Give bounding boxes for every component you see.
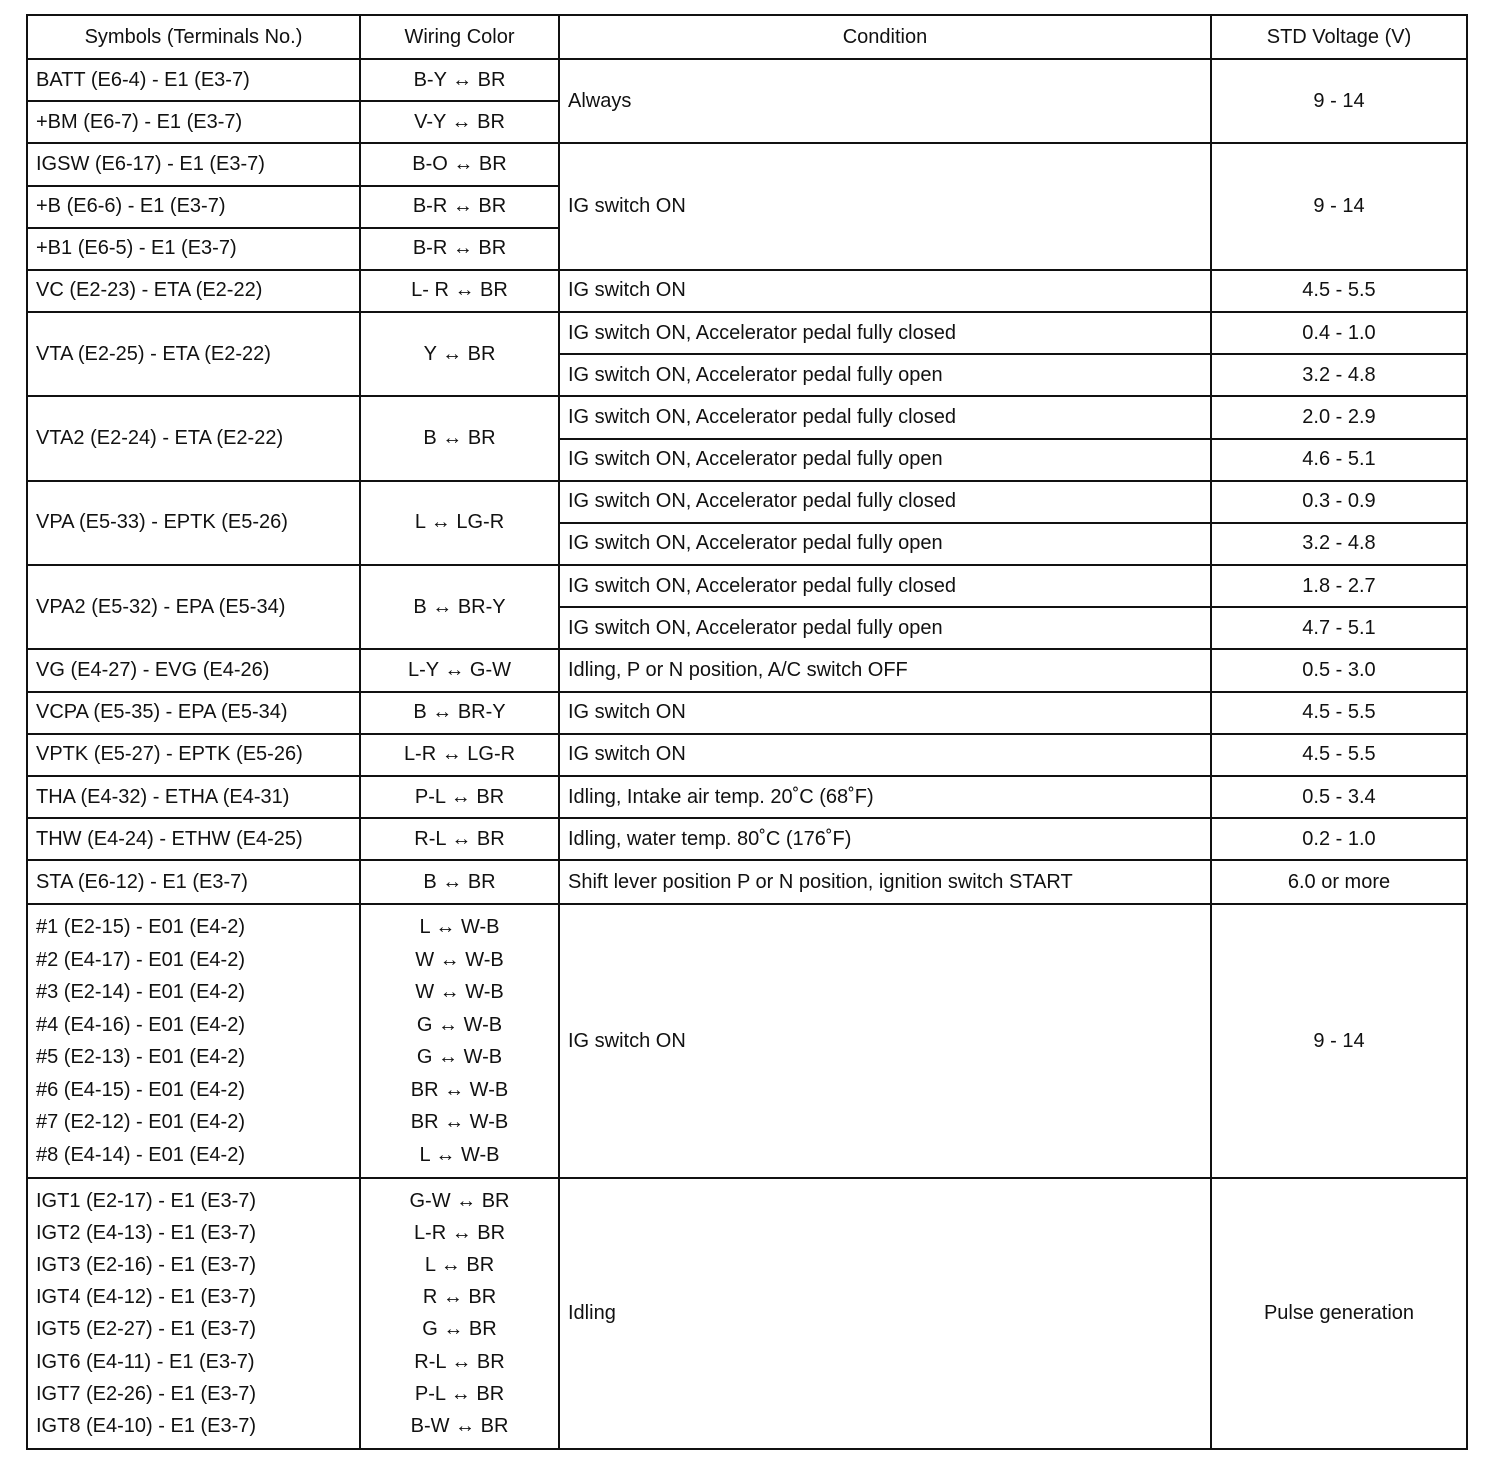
injector-wire: BR ↔ W-B <box>410 1111 509 1134</box>
voltage-cell: 9 - 14 <box>1211 59 1467 143</box>
condition-cell: Idling, water temp. 80˚C (176˚F) <box>559 818 1211 860</box>
symbol-cell: +BM (E6-7) - E1 (E3-7) <box>27 101 360 143</box>
symbol-cell: BATT (E6-4) - E1 (E3-7) <box>27 59 360 101</box>
symbol-cell: VPA (E5-33) - EPTK (E5-26) <box>27 481 360 565</box>
table-row <box>27 649 1467 691</box>
voltage-cell: 0.3 - 0.9 <box>1211 481 1467 523</box>
table-row <box>27 143 1467 185</box>
condition-cell: Idling <box>559 1178 1211 1449</box>
symbol-cell: +B (E6-6) - E1 (E3-7) <box>27 186 360 228</box>
voltage-cell: 9 - 14 <box>1211 143 1467 270</box>
injector-symbol: #3 (E2-14) - E01 (E4-2) <box>36 981 245 1004</box>
voltage-cell: 4.5 - 5.5 <box>1211 270 1467 312</box>
header-wiring-color: Wiring Color <box>360 15 559 59</box>
condition-cell: IG switch ON, Accelerator pedal fully closed <box>559 312 1211 354</box>
injector-wire: L ↔ W-B <box>419 916 500 939</box>
table-row <box>27 59 1467 101</box>
voltage-cell: 0.4 - 1.0 <box>1211 312 1467 354</box>
table-row <box>27 692 1467 734</box>
voltage-cell: 0.5 - 3.0 <box>1211 649 1467 691</box>
ignition-group-row <box>27 1178 1467 1449</box>
wiring-cell: B-Y ↔ BR <box>360 59 559 101</box>
symbol-cell: VG (E4-27) - EVG (E4-26) <box>27 649 360 691</box>
table-row <box>27 565 1467 607</box>
voltage-cell: 2.0 - 2.9 <box>1211 396 1467 438</box>
injector-wires-cell <box>360 904 559 1177</box>
injector-symbol: #6 (E4-15) - E01 (E4-2) <box>36 1078 245 1101</box>
condition-cell: Idling, Intake air temp. 20˚C (68˚F) <box>559 776 1211 818</box>
symbol-cell: IGSW (E6-17) - E1 (E3-7) <box>27 143 360 185</box>
table-row <box>27 776 1467 818</box>
wiring-cell: B-O ↔ BR <box>360 143 559 185</box>
symbol-cell: VPA2 (E5-32) - EPA (E5-34) <box>27 565 360 649</box>
wiring-cell: P-L ↔ BR <box>360 776 559 818</box>
header-symbols: Symbols (Terminals No.) <box>27 15 360 59</box>
ignition-wire: R-L ↔ BR <box>414 1350 505 1373</box>
ignition-wire: P-L ↔ BR <box>414 1382 505 1405</box>
symbol-cell: THW (E4-24) - ETHW (E4-25) <box>27 818 360 860</box>
voltage-cell: 4.5 - 5.5 <box>1211 692 1467 734</box>
symbol-cell: VC (E2-23) - ETA (E2-22) <box>27 270 360 312</box>
wiring-cell: V-Y ↔ BR <box>360 101 559 143</box>
ignition-symbol: IGT2 (E4-13) - E1 (E3-7) <box>36 1221 257 1244</box>
wiring-cell: R-L ↔ BR <box>360 818 559 860</box>
ignition-symbol: IGT7 (E2-26) - E1 (E3-7) <box>36 1382 257 1405</box>
symbol-cell: VCPA (E5-35) - EPA (E5-34) <box>27 692 360 734</box>
symbol-cell: VPTK (E5-27) - EPTK (E5-26) <box>27 734 360 776</box>
condition-cell: IG switch ON, Accelerator pedal fully open <box>559 523 1211 565</box>
wiring-cell: L ↔ LG-R <box>360 481 559 565</box>
condition-cell: IG switch ON <box>559 692 1211 734</box>
voltage-cell: 9 - 14 <box>1211 904 1467 1177</box>
ignition-wire: G-W ↔ BR <box>409 1189 510 1212</box>
wiring-cell: L- R ↔ BR <box>360 270 559 312</box>
condition-cell: Always <box>559 59 1211 143</box>
wiring-cell: Y ↔ BR <box>360 312 559 396</box>
wiring-cell: B ↔ BR <box>360 860 559 904</box>
injector-symbols-cell <box>27 904 360 1177</box>
ignition-symbol: IGT5 (E2-27) - E1 (E3-7) <box>36 1318 257 1341</box>
wiring-cell: B-R ↔ BR <box>360 228 559 270</box>
injector-symbol: #1 (E2-15) - E01 (E4-2) <box>36 916 245 939</box>
wiring-cell: L-R ↔ LG-R <box>360 734 559 776</box>
condition-cell: IG switch ON, Accelerator pedal fully open <box>559 439 1211 481</box>
injector-symbol: #4 (E4-16) - E01 (E4-2) <box>36 1013 245 1036</box>
condition-cell: IG switch ON <box>559 143 1211 270</box>
symbol-cell: VTA2 (E2-24) - ETA (E2-22) <box>27 396 360 480</box>
wiring-cell: L-Y ↔ G-W <box>360 649 559 691</box>
injector-wire: W ↔ W-B <box>415 981 504 1004</box>
wiring-cell: B ↔ BR-Y <box>360 692 559 734</box>
condition-cell: Shift lever position P or N position, ignition switch START <box>559 860 1211 904</box>
voltage-cell: 4.5 - 5.5 <box>1211 734 1467 776</box>
voltage-cell: 6.0 or more <box>1211 860 1467 904</box>
ignition-wire: R ↔ BR <box>422 1286 497 1309</box>
table-row <box>27 396 1467 438</box>
injector-wire: L ↔ W-B <box>419 1143 500 1166</box>
condition-cell: IG switch ON <box>559 734 1211 776</box>
condition-cell: IG switch ON <box>559 904 1211 1177</box>
condition-cell: Idling, P or N position, A/C switch OFF <box>559 649 1211 691</box>
wiring-cell: B-R ↔ BR <box>360 186 559 228</box>
injector-wire: G ↔ W-B <box>416 1013 503 1036</box>
table-row <box>27 818 1467 860</box>
header-condition: Condition <box>559 15 1211 59</box>
ignition-wire: L ↔ BR <box>424 1254 495 1276</box>
table-row <box>27 734 1467 776</box>
symbol-cell: +B1 (E6-5) - E1 (E3-7) <box>27 228 360 270</box>
symbol-cell: STA (E6-12) - E1 (E3-7) <box>27 860 360 904</box>
symbol-cell: THA (E4-32) - ETHA (E4-31) <box>27 776 360 818</box>
injector-symbol: #7 (E2-12) - E01 (E4-2) <box>36 1111 245 1134</box>
injector-wire: G ↔ W-B <box>416 1046 503 1069</box>
voltage-cell: Pulse generation <box>1211 1178 1467 1449</box>
wiring-cell: B ↔ BR-Y <box>360 565 559 649</box>
header-std-voltage: STD Voltage (V) <box>1211 15 1467 59</box>
condition-cell: IG switch ON, Accelerator pedal fully closed <box>559 396 1211 438</box>
terminal-voltage-table <box>26 14 1468 1450</box>
ignition-symbols-cell <box>27 1178 360 1449</box>
injector-group-row <box>27 904 1467 1177</box>
ignition-wires-cell <box>360 1178 559 1449</box>
ignition-wire: G ↔ BR <box>422 1318 497 1341</box>
condition-cell: IG switch ON, Accelerator pedal fully closed <box>559 481 1211 523</box>
table-row <box>27 481 1467 523</box>
condition-cell: IG switch ON, Accelerator pedal fully closed <box>559 565 1211 607</box>
voltage-cell: 3.2 - 4.8 <box>1211 523 1467 565</box>
ignition-symbol: IGT4 (E4-12) - E1 (E3-7) <box>36 1286 257 1309</box>
voltage-cell: 1.8 - 2.7 <box>1211 565 1467 607</box>
injector-symbol: #8 (E4-14) - E01 (E4-2) <box>36 1143 245 1166</box>
condition-cell: IG switch ON <box>559 270 1211 312</box>
voltage-cell: 0.5 - 3.4 <box>1211 776 1467 818</box>
ignition-symbol: IGT8 (E4-10) - E1 (E3-7) <box>36 1414 257 1437</box>
ignition-wire: L-R ↔ BR <box>413 1221 506 1244</box>
wiring-cell: B ↔ BR <box>360 396 559 480</box>
condition-cell: IG switch ON, Accelerator pedal fully open <box>559 607 1211 649</box>
injector-wire: W ↔ W-B <box>415 948 504 971</box>
voltage-cell: 4.6 - 5.1 <box>1211 439 1467 481</box>
table-row <box>27 312 1467 354</box>
symbol-cell: VTA (E2-25) - ETA (E2-22) <box>27 312 360 396</box>
voltage-cell: 0.2 - 1.0 <box>1211 818 1467 860</box>
ignition-symbol: IGT1 (E2-17) - E1 (E3-7) <box>36 1189 257 1212</box>
condition-cell: IG switch ON, Accelerator pedal fully open <box>559 354 1211 396</box>
table-row <box>27 270 1467 312</box>
injector-symbol: #5 (E2-13) - E01 (E4-2) <box>36 1046 245 1069</box>
ignition-symbol: IGT6 (E4-11) - E1 (E3-7) <box>36 1350 255 1373</box>
voltage-cell: 3.2 - 4.8 <box>1211 354 1467 396</box>
header-row <box>27 15 1467 59</box>
table-row <box>27 860 1467 904</box>
ignition-wire: B-W ↔ BR <box>410 1414 509 1437</box>
injector-wire: BR ↔ W-B <box>410 1078 509 1101</box>
injector-symbol: #2 (E4-17) - E01 (E4-2) <box>36 948 245 971</box>
ignition-symbol: IGT3 (E2-16) - E1 (E3-7) <box>36 1254 257 1276</box>
voltage-cell: 4.7 - 5.1 <box>1211 607 1467 649</box>
